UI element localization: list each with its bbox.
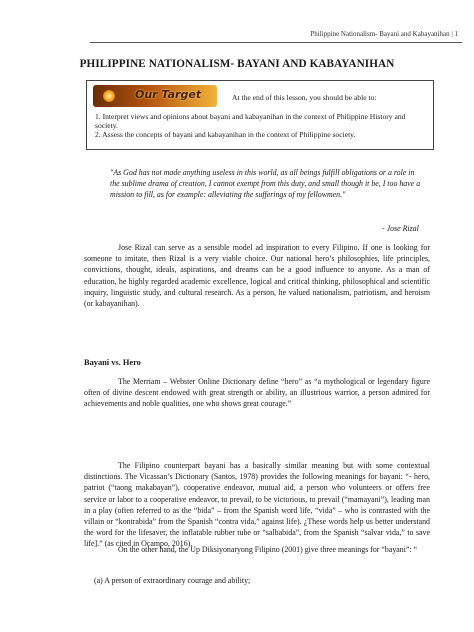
paragraph-rizal-model: Jose Rizal can serve as a sensible model ad inspiration to every Filipino. If one is looking for someone to imitate, then Rizal is a very viable choice. Our national hero’s philosophies, life principles, convictions, thought, ideals, aspirations, and dreams can be a good influence to anyone. As a man of education, he highly regarded academic excellence, logical and critical thinking, philosophical and scientific inquiry, linguistic study, and cultural research. As a person, he valued nationalism, patriotism, and heroism (or kabayanihan). — [84, 243, 430, 309]
quote-attribution: - Jose Rizal — [382, 224, 419, 233]
target-item: 2. Assess the concepts of bayani and kabayanihan in the context of Philippine society. — [95, 130, 356, 139]
our-target-banner — [93, 85, 217, 107]
target-item: 1. Interpret views and opinions about bayani and kabayanihan in the context of Philippine History and society. — [95, 112, 406, 130]
targets-intro: At the end of this lesson, you should be able to: — [232, 93, 377, 102]
targets-list — [95, 112, 429, 139]
section-heading: Bayani vs. Hero — [84, 358, 141, 367]
paragraph-vicassan: The Filipino counterpart bayani has a basically similar meaning but with some contextual distinctions. The Vicassan’s Dictionary (Santos, 1978) provides the following meanings for bayani: “- hero, patriot (“taong makabayan”), cooperative endeavor, mutual aid, a person who volunteers or offers free service or labor to a cooperative endeavor, to prevail, to be victorious, to prevail (“mamayani”), leading man in a play (often referred to as the “bida” – from the Spanish word life, “vida” – who is contrasted with the villain or “kontrabida” from the Spanish “contra vida,” against life). ¿These words help us better understand the word for the lifesaver, the inflatable rubber tube or “salbabida”, from the Spanish “salvar vida,” to save life].” (as cited in Ocampo, 2016). — [84, 461, 430, 549]
document-title: PHILIPPINE NATIONALISM- BAYANI AND KABAYANIHAN — [79, 58, 395, 70]
paragraph-up-diksiyonaryo: On the other hand, the Up Diksiyonaryong Filipino (2001) give three meanings for “bayani”: “ — [118, 545, 418, 554]
paragraph-merriam-webster: The Merriam – Webster Online Dictionary define “hero” as “a mythological or legendary figure often of divine descent endowed with great strength or ability, an illustrious warrior, a person admired for achievements and noble qualities, one who shows great courage.” — [84, 377, 430, 409]
our-target-label: Our Target — [135, 88, 202, 101]
running-header: Philippine Nationalism- Bayani and Kabayanihan | 1 — [310, 30, 458, 38]
learning-targets-box — [86, 80, 434, 150]
header-rule — [90, 42, 462, 43]
candle-glow-icon — [103, 90, 115, 102]
definition-list-item: (a) A person of extraordinary courage and ability; — [94, 576, 251, 585]
rizal-quote: "As God has not made anything useless in this world, as all beings fulfill obligations or a role in the sublime drama of creation, I cannot exempt from this duty, and small though it be, I too have a mission to fill, as for example: alleviating the sufferings of my fellowmen." — [110, 168, 421, 200]
